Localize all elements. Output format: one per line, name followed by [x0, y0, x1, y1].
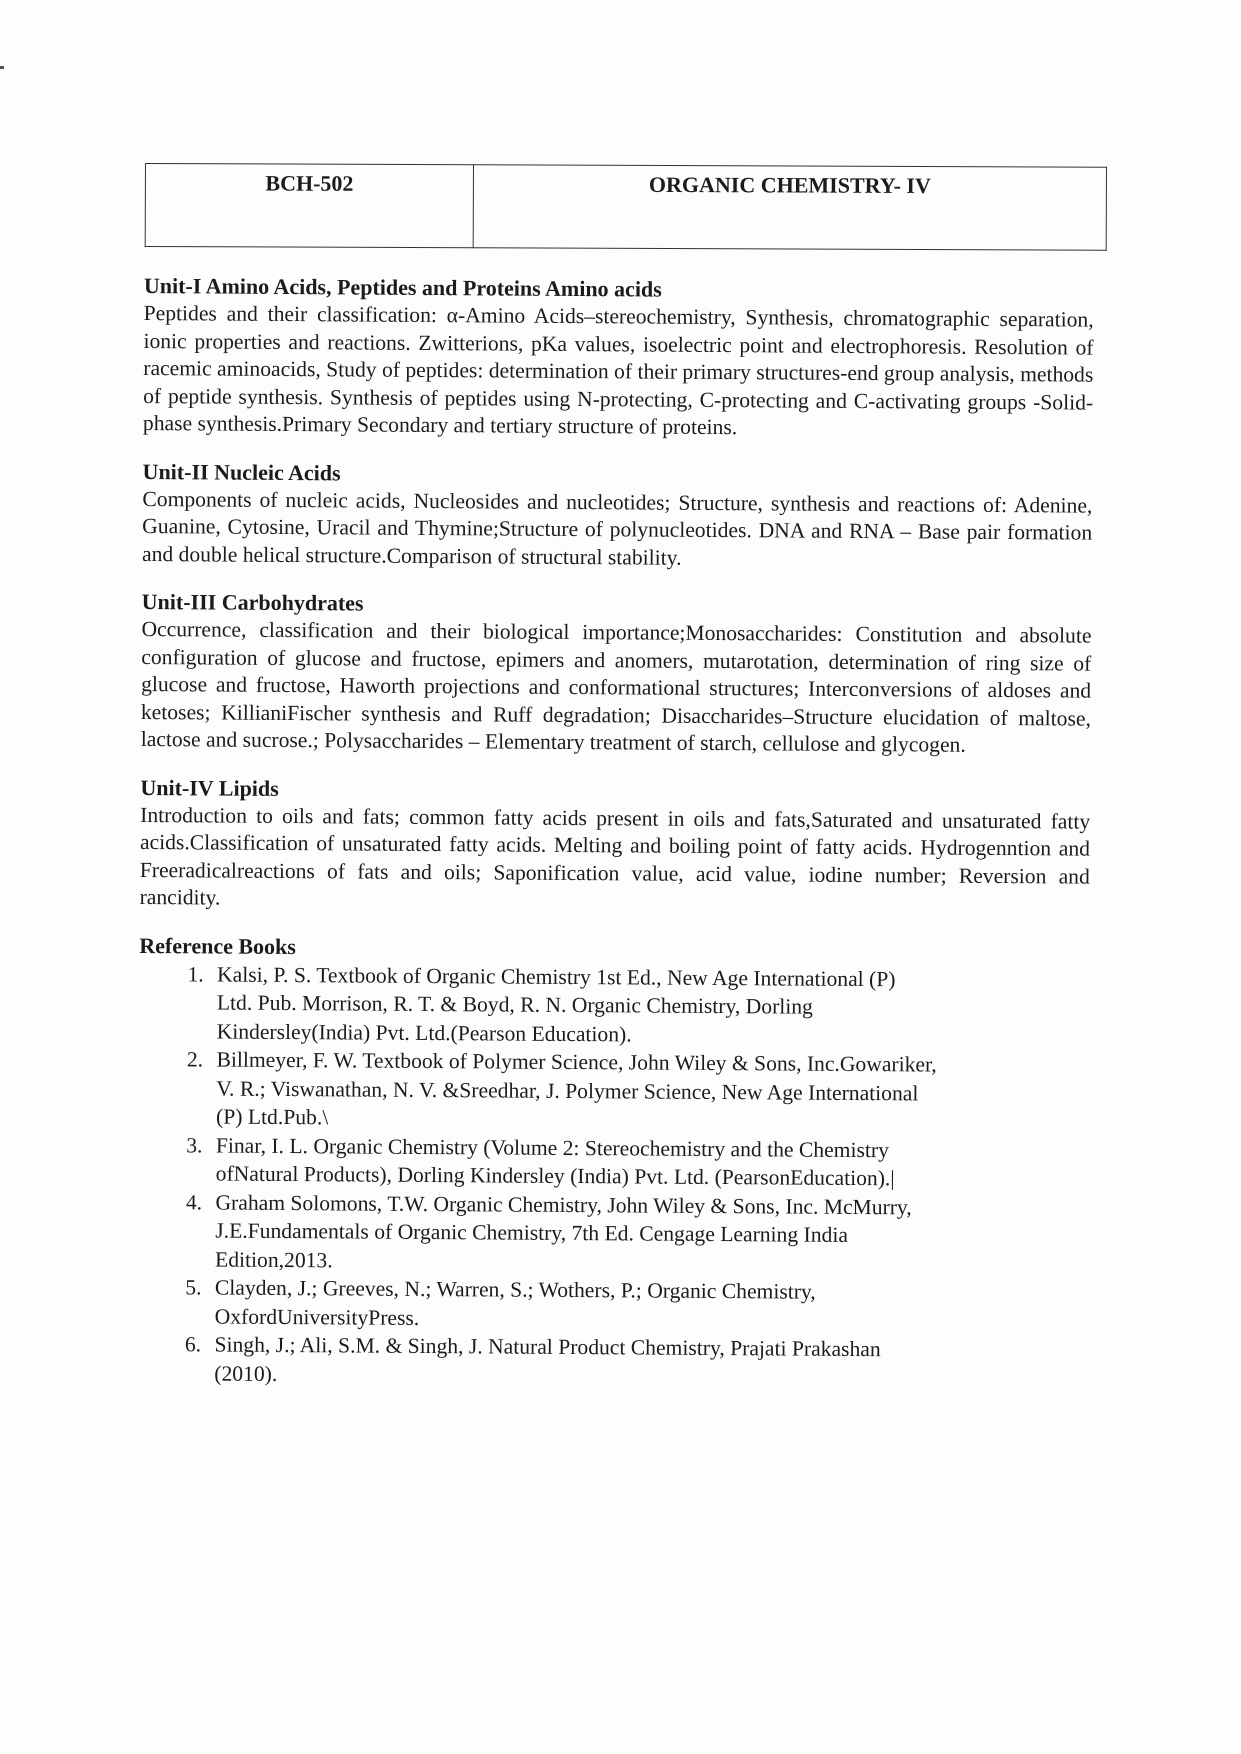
reference-line: 2. Billmeyer, F. W. Textbook of Polymer Science, John Wiley & Sons, Inc.Gowariker, [216, 1047, 937, 1077]
course-header-table [145, 163, 1107, 251]
reference-line: 4. Graham Solomons, T.W. Organic Chemistry, John Wiley & Sons, Inc. McMurry, [215, 1190, 912, 1219]
unit-4-section [140, 773, 1091, 918]
references-title: Reference Books [139, 932, 297, 959]
reference-item [207, 1273, 1087, 1336]
reference-line: (P) Ltd.Pub.\ [216, 1104, 329, 1130]
reference-line: Ltd. Pub. Morrison, R. T. & Boyd, R. N. Organic Chemistry, Dorling [216, 990, 814, 1019]
unit-1-section [143, 272, 1094, 444]
reference-item [208, 1045, 1089, 1137]
unit-2-text: Components of nucleic acids, Nucleosides and nucleotides; Structure, synthesis and reactions of: Adenine, Guanine, Cytosine, Uracil and Thymine;Structure of polynucleotides. DNA and RNA – Base pair formation and double helical structure.Comparison of structural stability. [141, 486, 1093, 570]
unit-1-text: Peptides and their classification: α-Amino Acids–stereochemistry, Synthesis, chromatographic separation, ionic properties and reactions. Zwitterions, pKa values, isoelectric point and electrophoresis. Resolution of racemic aminoacids, Study of peptides: determination of their primary structures-end group analysis, methods of peptide synthesis. Synthesis of peptides using N-protecting, C-protecting and C-activating groups -Solid-phase synthesis.Primary Secondary and tertiary structure of proteins. [142, 300, 1094, 440]
unit-4-text: Introduction to oils and fats; common fatty acids present in oils and fats,Saturated and unsaturated fatty acids.Classification of unsaturated fatty acids. Melting and boiling point of fatty acids. Hydrogenntion and Freeradicalreactions of fats and oils; Saponification value, acid value, iodine number; Reversion and rancidity. [139, 802, 1091, 910]
reference-line: 1. Kalsi, P. S. Textbook of Organic Chemistry 1st Ed., New Age International (P) [217, 962, 896, 991]
reference-item [208, 1131, 1088, 1194]
unit-2-section [142, 457, 1093, 574]
unit-1-title: Unit-I Amino Acids, Peptides and Proteins Amino acids [143, 272, 662, 302]
course-title: ORGANIC CHEMISTRY- IV [473, 165, 1106, 250]
unit-3-text: Occurrence, classification and their biological importance;Monosaccharides: Constitution and absolute configuration of glucose and fructose, epimers and anomers, mutarotation, determination of ring size of glucose and fructose, Haworth projections and conformational structures; Interconversions of aldoses and ketoses; KillianiFischer synthesis and Ruff degradation; Disaccharides–Structure elucidation of maltose, lactose and sucrose.; Polysaccharides – Elementary treatment of starch, cellulose and glycogen. [140, 616, 1092, 757]
reference-line: J.E.Fundamentals of Organic Chemistry, 7th Ed. Cengage Learning India [215, 1218, 849, 1247]
unit-3-section [141, 588, 1092, 760]
reference-line: 6. Singh, J.; Ali, S.M. & Singh, J. Natural Product Chemistry, Prajati Prakashan [214, 1332, 881, 1362]
references-section [136, 931, 1089, 1393]
reference-line: OxfordUniversityPress. [214, 1304, 420, 1330]
unit-3-title: Unit-III Carbohydrates [141, 588, 364, 616]
reference-line: (2010). [214, 1361, 278, 1386]
reference-line: Edition,2013. [215, 1247, 333, 1272]
scan-mark [0, 66, 4, 69]
unit-4-title: Unit-IV Lipids [140, 774, 279, 801]
reference-line: Kindersley(India) Pvt. Ltd.(Pearson Education). [216, 1019, 632, 1046]
unit-2-title: Unit-II Nucleic Acids [142, 458, 341, 485]
reference-list [136, 959, 1089, 1393]
reference-item [209, 960, 1090, 1052]
reference-line: ofNatural Products), Dorling Kindersley (India) Pvt. Ltd. (PearsonEducation).| [215, 1161, 895, 1191]
reference-line: V. R.; Viswanathan, N. V. &Sreedhar, J. Polymer Science, New Age International [216, 1076, 919, 1105]
reference-line: 3. Finar, I. L. Organic Chemistry (Volume 2: Stereochemistry and the Chemistry [215, 1133, 890, 1162]
reference-item [206, 1330, 1086, 1393]
syllabus-content [136, 272, 1094, 1414]
course-code: BCH-502 [145, 164, 473, 248]
reference-item [207, 1188, 1088, 1280]
reference-line: 5. Clayden, J.; Greeves, N.; Warren, S.; Wothers, P.; Organic Chemistry, [214, 1275, 816, 1304]
